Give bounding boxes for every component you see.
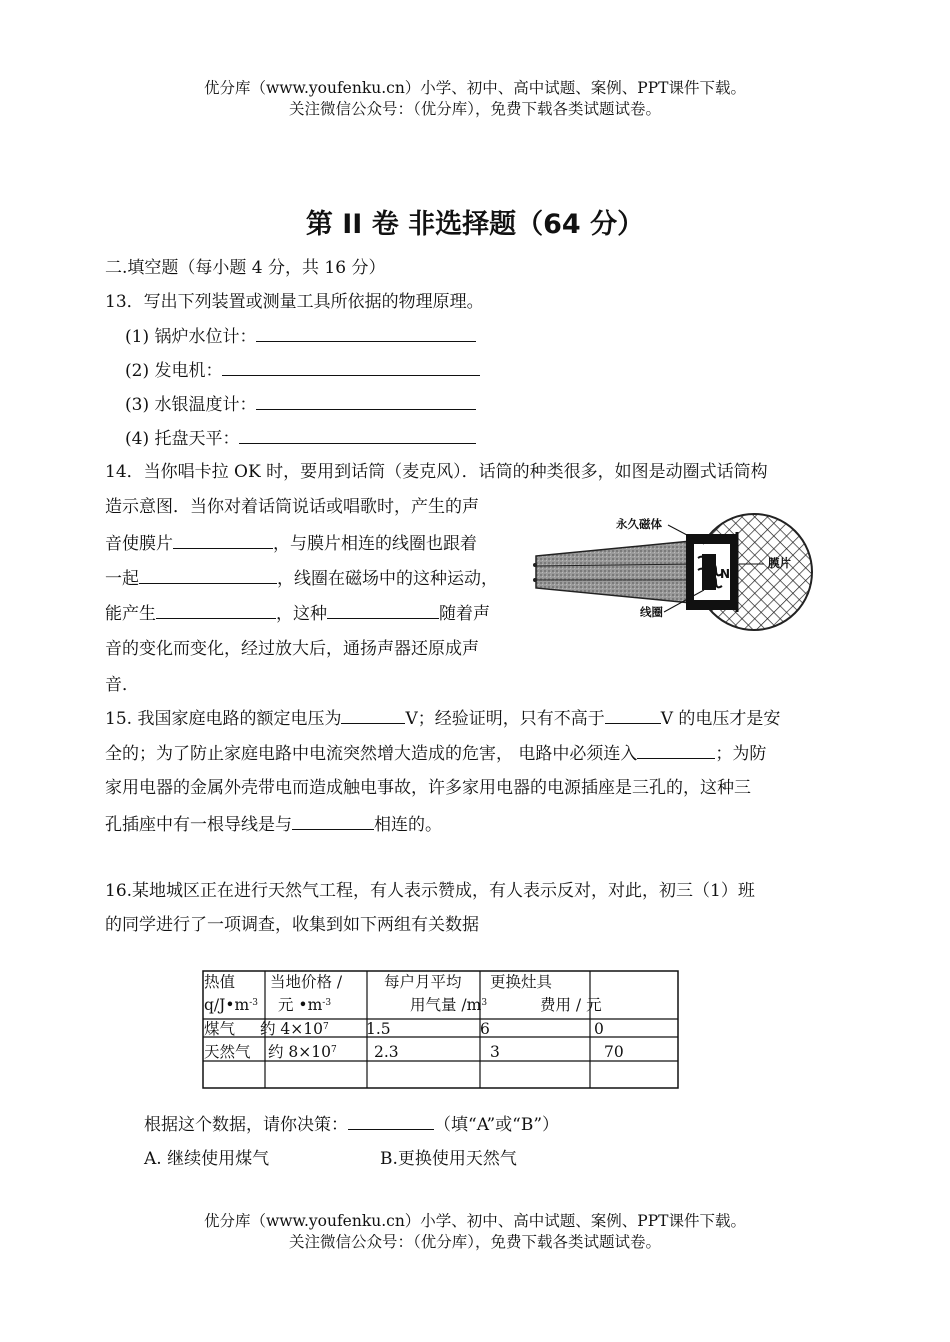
q13-item-3-label: (3) 水银温度计： [125,395,257,415]
table-row-1-price: 1.5 [366,1020,391,1038]
answer-blank[interactable] [637,742,715,759]
q16-line-2: 的同学进行了一项调查，收集到如下两组有关数据 [105,915,479,935]
table-row-2-heat-exp: 7 [331,1045,337,1055]
answer-blank[interactable] [341,707,405,724]
q14-line-2: 造示意图．当你对着话筒说话或唱歌时，产生的声 [105,497,479,517]
q15-line-2b: ；为防 [715,744,767,764]
table-row-1-heat-text: 约 4×10 [260,1020,323,1038]
q14-line-3 [105,532,477,555]
q14-line-3a: 音使膜片 [105,534,173,554]
table-header-heat: 热值 [204,973,236,991]
footer-line-1: 优分库（www.youfenku.cn）小学、初中、高中试题、案例、PPT课件下载。 [203,1212,747,1230]
table-row-2-name: 天然气 [204,1043,251,1061]
table-row-2-price: 2.3 [374,1043,399,1061]
answer-blank[interactable] [173,532,273,549]
q15-line-1 [105,707,780,730]
section-heading: 二.填空题（每小题 4 分，共 16 分） [105,258,386,278]
q14-line-4b: ，线圈在磁场中的这种运动， [277,569,498,589]
answer-blank[interactable] [327,602,439,619]
footer-line-2: 关注微信公众号：（优分库），免费下载各类试题试卷。 [288,1233,661,1251]
q15-line-2a: 全的；为了防止家庭电路中电流突然增大造成的危害， 电路中必须连入 [105,744,638,764]
table-row-1-heat [260,1020,329,1038]
q13-item-1-label: (1) 锅炉水位计： [125,327,257,347]
option-b: B.更换使用天然气 [380,1149,517,1169]
q13-item-3 [125,393,476,416]
table-header-heat-unit [204,996,258,1014]
q16-decision [144,1113,559,1136]
answer-blank[interactable] [256,325,476,342]
table-header-cost: 更换灶具 [490,973,553,991]
q13-item-2 [125,359,480,382]
table-row-2-heat-text: 约 8×10 [268,1043,331,1061]
q14-line-7: 音． [105,675,139,695]
q14-line-5 [105,602,490,625]
table-header-price-unit [278,996,331,1014]
answer-blank[interactable] [256,393,476,410]
q15-line-1c: V 的电压才是安 [660,709,781,729]
diaphragm-label: 膜片 [768,556,791,570]
table-row-1-heat-exp: 7 [323,1022,329,1032]
q14-line-4 [105,567,498,590]
table-header-price-unit-exp: -3 [322,998,332,1008]
q14-line-3b: ，与膜片相连的线圈也跟着 [273,534,477,554]
answer-blank[interactable] [222,359,480,376]
q15-line-1b: V；经验证明，只有不高于 [405,709,605,729]
header-line-1: 优分库（www.youfenku.cn）小学、初中、高中试题、案例、PPT课件下载。 [203,79,747,97]
q15-line-4a: 孔插座中有一根导线是与 [105,815,292,835]
q14-line-1: 14．当你唱卡拉 OK 时，要用到话筒（麦克风）．话筒的种类很多，如图是动圈式话筒构 [105,462,768,482]
table-header-heat-unit-exp: -3 [249,998,258,1008]
q13-item-4-label: (4) 托盘天平： [125,429,240,449]
q14-line-5b: ，这种 [276,604,327,624]
table-header-usage-unit [410,996,487,1014]
q13-item-1 [125,325,476,348]
q16-decision-label: 根据这个数据，请你决策： [144,1115,348,1135]
q15-line-2 [105,742,766,765]
option-a: A. 继续使用煤气 [144,1149,270,1169]
magnet-label: 永久磁体 [616,517,662,531]
section-title: 第 II 卷 非选择题（64 分） [305,209,645,240]
q13-item-4 [125,427,476,450]
answer-blank[interactable] [139,567,277,584]
q14-line-6: 音的变化而变化，经过放大后，通扬声器还原成声 [105,639,479,659]
table-header-usage-unit-exp: 3 [481,998,488,1008]
table-header-price-unit-text: 元 •m [278,996,323,1014]
q15-line-4 [105,813,442,836]
q16-line-1: 16.某地城区正在进行天然气工程，有人表示赞成，有人表示反对，对此，初三（1）班 [105,881,755,901]
header-line-2: 关注微信公众号：（优分库），免费下载各类试题试卷。 [288,100,661,118]
answer-blank[interactable] [348,1113,434,1130]
table-row-2-cost: 70 [604,1043,624,1061]
answer-blank[interactable] [605,707,661,724]
table-row-1-cost: 0 [594,1020,604,1038]
table-row-1-usage: 6 [480,1020,490,1038]
table-row-2-heat [268,1043,337,1061]
table-row-2-usage: 3 [490,1043,500,1061]
table-row-1-name: 煤气 [204,1020,236,1038]
table-header-usage: 每户月平均 [384,973,462,991]
q13-stem: 13．写出下列装置或测量工具所依据的物理原理。 [105,292,484,312]
answer-blank[interactable] [292,813,374,830]
table-header-cost-unit: 费用 / 元 [540,996,602,1014]
microphone-handle [536,540,702,604]
pole-label: N [720,567,731,581]
q14-line-5c: 随着声 [439,604,490,624]
q14-line-5a: 能产生 [105,604,156,624]
q14-line-4a: 一起 [105,569,139,589]
q15-line-1a: 15. 我国家庭电路的额定电压为 [105,709,342,729]
q13-item-2-label: (2) 发电机： [125,361,223,381]
answer-blank[interactable] [239,427,476,444]
q16-decision-hint: （填“A”或“B”） [434,1115,560,1135]
answer-blank[interactable] [156,602,276,619]
microphone-diagram [532,510,822,635]
table-header-heat-unit-text: q/J•m [204,996,250,1014]
q15-line-4b: 相连的。 [374,815,442,835]
coil-label: 线圈 [640,605,663,619]
table-header-usage-unit-text: 用气量 /m [410,996,482,1014]
q15-line-3: 家用电器的金属外壳带电而造成触电事故，许多家用电器的电源插座是三孔的，这种三 [105,778,751,798]
table-header-price: 当地价格 / [270,973,343,991]
